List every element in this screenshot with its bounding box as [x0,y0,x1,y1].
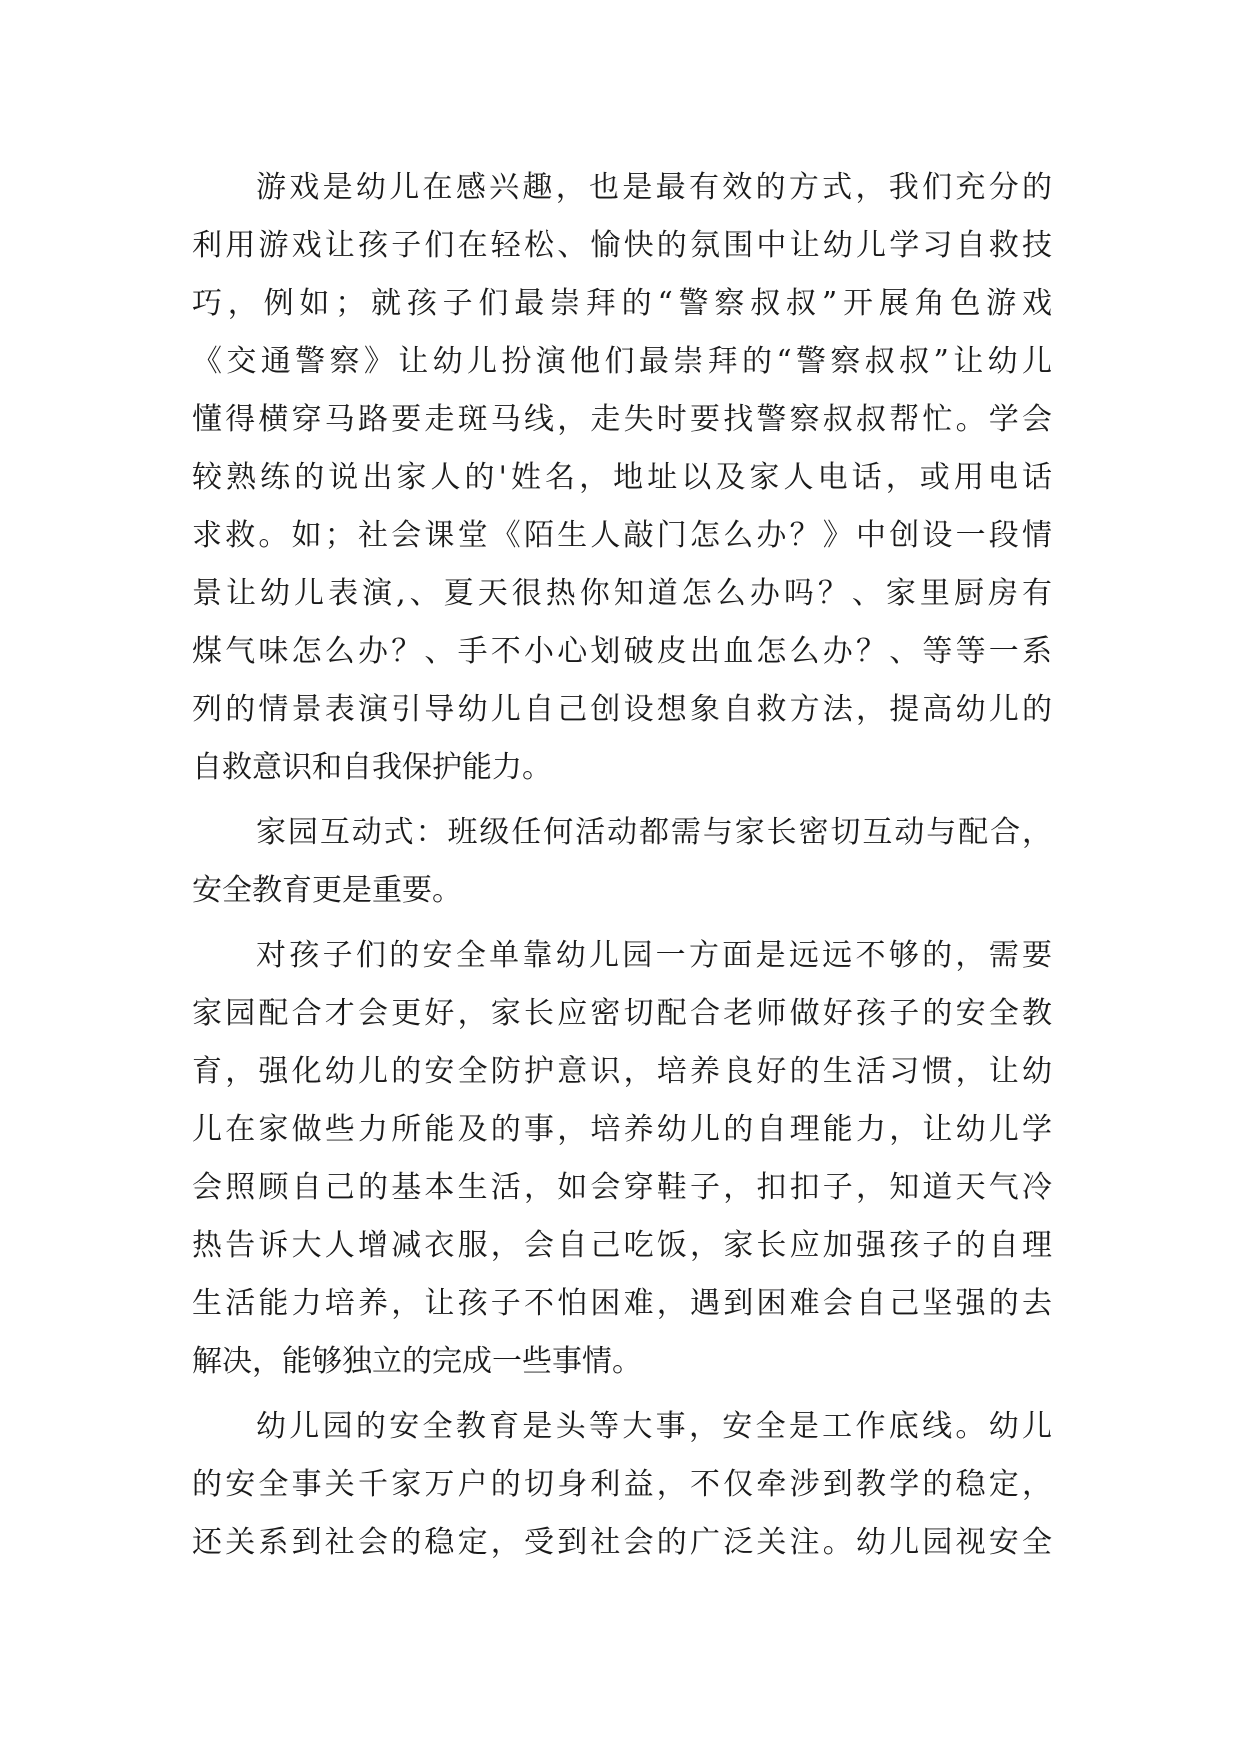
paragraph-line: 煤气味怎么办？、手不小心划破皮出血怎么办？、等等一系 [192,634,1052,669]
paragraph-line: 求救。如；社会课堂《陌生人敲门怎么办？》中创设一段情 [192,518,1052,553]
paragraph-line: 还关系到社会的稳定，受到社会的广泛关注。幼儿园视安全 [192,1525,1052,1560]
paragraph-2 [192,804,1052,920]
paragraph-line: 解决，能够独立的完成一些事情。 [192,1344,642,1379]
paragraph-line: 对孩子们的安全单靠幼儿园一方面是远远不够的，需要 [256,938,1052,973]
paragraph-gap [192,920,1052,927]
paragraph-line: 家园互动式：班级任何活动都需与家长密切互动与配合， [256,815,1052,850]
paragraph-line: 利用游戏让孩子们在轻松、愉快的氛围中让幼儿学习自救技 [192,228,1052,263]
paragraph-line: 较熟练的说出家人的'姓名，地址以及家人电话，或用电话 [192,460,1052,495]
paragraph-gap [192,797,1052,804]
paragraph-line: 懂得横穿马路要走斑马线，走失时要找警察叔叔帮忙。学会 [192,402,1052,437]
paragraph-line: 热告诉大人增减衣服，会自己吃饭，家长应加强孩子的自理 [192,1228,1052,1263]
paragraph-line: 的安全事关千家万户的切身利益，不仅牵涉到教学的稳定， [192,1467,1052,1502]
paragraph-line: 会照顾自己的基本生活，如会穿鞋子，扣扣子，知道天气冷 [192,1170,1052,1205]
paragraph-line: 儿在家做些力所能及的事，培养幼儿的自理能力，让幼儿学 [192,1112,1052,1147]
paragraph-3 [192,927,1052,1391]
paragraph-line: 生活能力培养，让孩子不怕困难，遇到困难会自己坚强的去 [192,1286,1052,1321]
document-body [192,159,1052,1572]
paragraph-line: 育，强化幼儿的安全防护意识，培养良好的生活习惯，让幼 [192,1054,1052,1089]
paragraph-line: 游戏是幼儿在感兴趣，也是最有效的方式，我们充分的 [256,170,1052,205]
paragraph-line: 《交通警察》让幼儿扮演他们最崇拜的“警察叔叔”让幼儿 [192,344,1052,379]
paragraph-gap [192,1391,1052,1398]
paragraph-1 [192,159,1052,797]
paragraph-line: 家园配合才会更好，家长应密切配合老师做好孩子的安全教 [192,996,1052,1031]
paragraph-line: 安全教育更是重要。 [192,873,462,908]
paragraph-line: 自救意识和自我保护能力。 [192,750,552,785]
paragraph-line: 景让幼儿表演,、夏天很热你知道怎么办吗？、家里厨房有 [192,576,1052,611]
paragraph-4 [192,1398,1052,1572]
paragraph-line: 幼儿园的安全教育是头等大事，安全是工作底线。幼儿 [256,1409,1052,1444]
paragraph-line: 列的情景表演引导幼儿自己创设想象自救方法，提高幼儿的 [192,692,1052,727]
paragraph-line: 巧，例如；就孩子们最崇拜的“警察叔叔”开展角色游戏 [192,286,1052,321]
